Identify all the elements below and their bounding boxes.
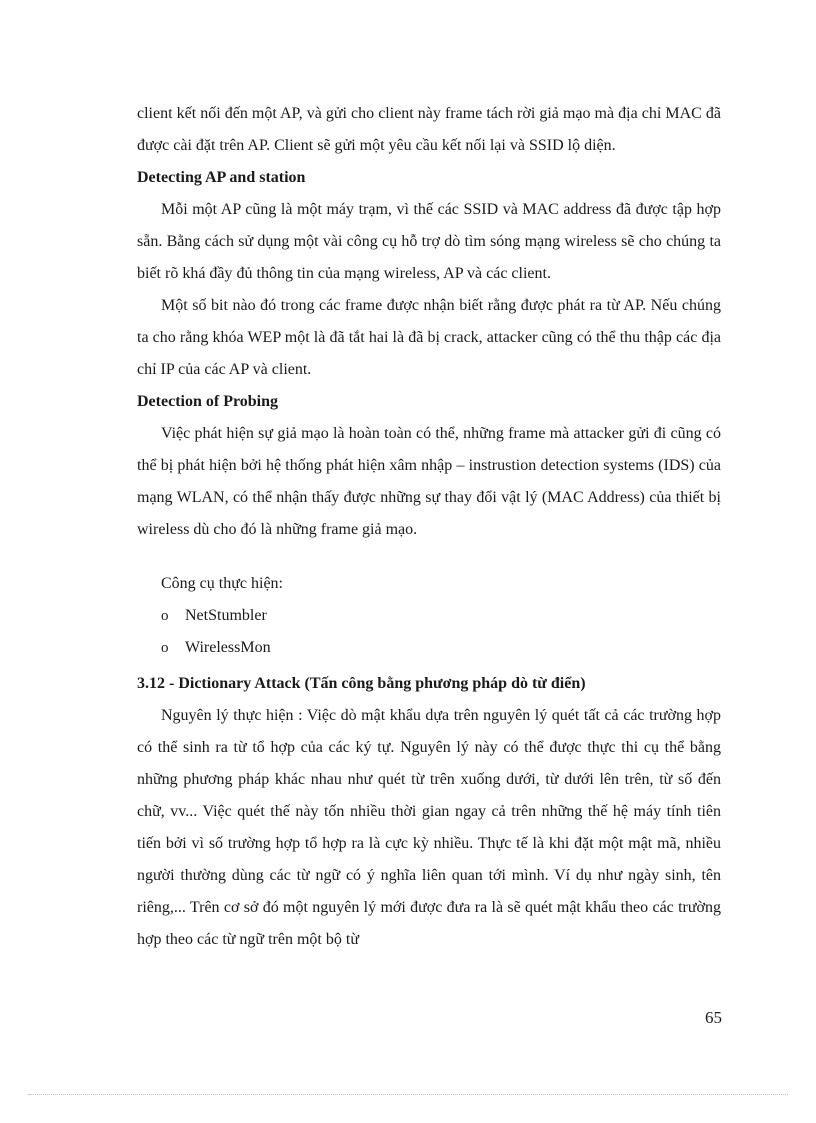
paragraph-ap-station-2: Một số bit nào đó trong các frame được nhận biết rằng được phát ra từ AP. Nếu chúng ta cho rằng khóa WEP một là đã tắt hai là đã bị crack, attacker cũng có thể thu thập các địa chỉ IP của các AP và client. xyxy=(137,297,721,378)
page-number: 65 xyxy=(705,1008,722,1027)
tool-name: NetStumbler xyxy=(185,607,267,624)
list-item xyxy=(161,632,721,664)
paragraph-probing: Việc phát hiện sự giả mạo là hoàn toàn có thể, những frame mà attacker gửi đi cũng có thể bị phát hiện bởi hệ thống phát hiện xâm nhập – instrustion detection systems (IDS) của mạng WLAN, có thể nhận thấy được những sự thay đổi vật lý (MAC Address) của thiết bị wireless dù cho đó là những frame giả mạo. xyxy=(137,425,721,538)
paragraph-continuation: client kết nối đến một AP, và gửi cho client này frame tách rời giả mạo mà địa chỉ MAC đã được cài đặt trên AP. Client sẽ gửi một yêu cầu kết nối lại và SSID lộ diện. xyxy=(137,105,721,154)
list-item xyxy=(161,600,721,632)
paragraph-dictionary-attack: Nguyên lý thực hiện : Việc dò mật khẩu dựa trên nguyên lý quét tất cả các trường hợp có thể sinh ra từ tổ hợp của các ký tự. Nguyên lý này có thể được thực thi cụ thể bằng những phương pháp khác nhau như quét từ trên xuống dưới, từ dưới lên trên, từ số đến chữ, vv... Việc quét thế này tốn nhiều thời gian ngay cả trên những thế hệ máy tính tiên tiến bởi vì số trường hợp tổ hợp ra là cực kỳ nhiều. Thực tế là khi đặt một mật mã, nhiều người thường dùng các từ ngữ có ý nghĩa liên quan tới mình. Ví dụ như ngày sinh, tên riêng,... Trên cơ sở đó một nguyên lý mới được đưa ra là sẽ quét mật khẩu theo các trường hợp theo các từ ngữ trên một bộ từ xyxy=(137,707,721,948)
tools-list xyxy=(161,600,721,664)
bullet-circle-icon: o xyxy=(161,608,169,624)
page-content xyxy=(137,98,721,956)
heading-detecting-ap-station: Detecting AP and station xyxy=(137,169,306,186)
tools-label: Công cụ thực hiện: xyxy=(161,575,283,592)
paragraph-ap-station-1: Mỗi một AP cũng là một máy trạm, vì thế các SSID và MAC address đã được tập hợp sẵn. Bằng cách sử dụng một vài công cụ hỗ trợ dò tìm sóng mạng wireless sẽ cho chúng ta biết rõ khá đầy đủ thông tin của mạng wireless, AP và các client. xyxy=(137,201,721,282)
bullet-circle-icon: o xyxy=(161,640,169,656)
tools-section xyxy=(137,568,721,664)
tool-name: WirelessMon xyxy=(185,639,271,656)
section-heading-dictionary-attack: 3.12 - Dictionary Attack (Tấn công bằng phương pháp dò từ điển) xyxy=(137,675,586,692)
heading-detection-of-probing: Detection of Probing xyxy=(137,393,279,410)
page-bottom-divider xyxy=(28,1094,788,1095)
